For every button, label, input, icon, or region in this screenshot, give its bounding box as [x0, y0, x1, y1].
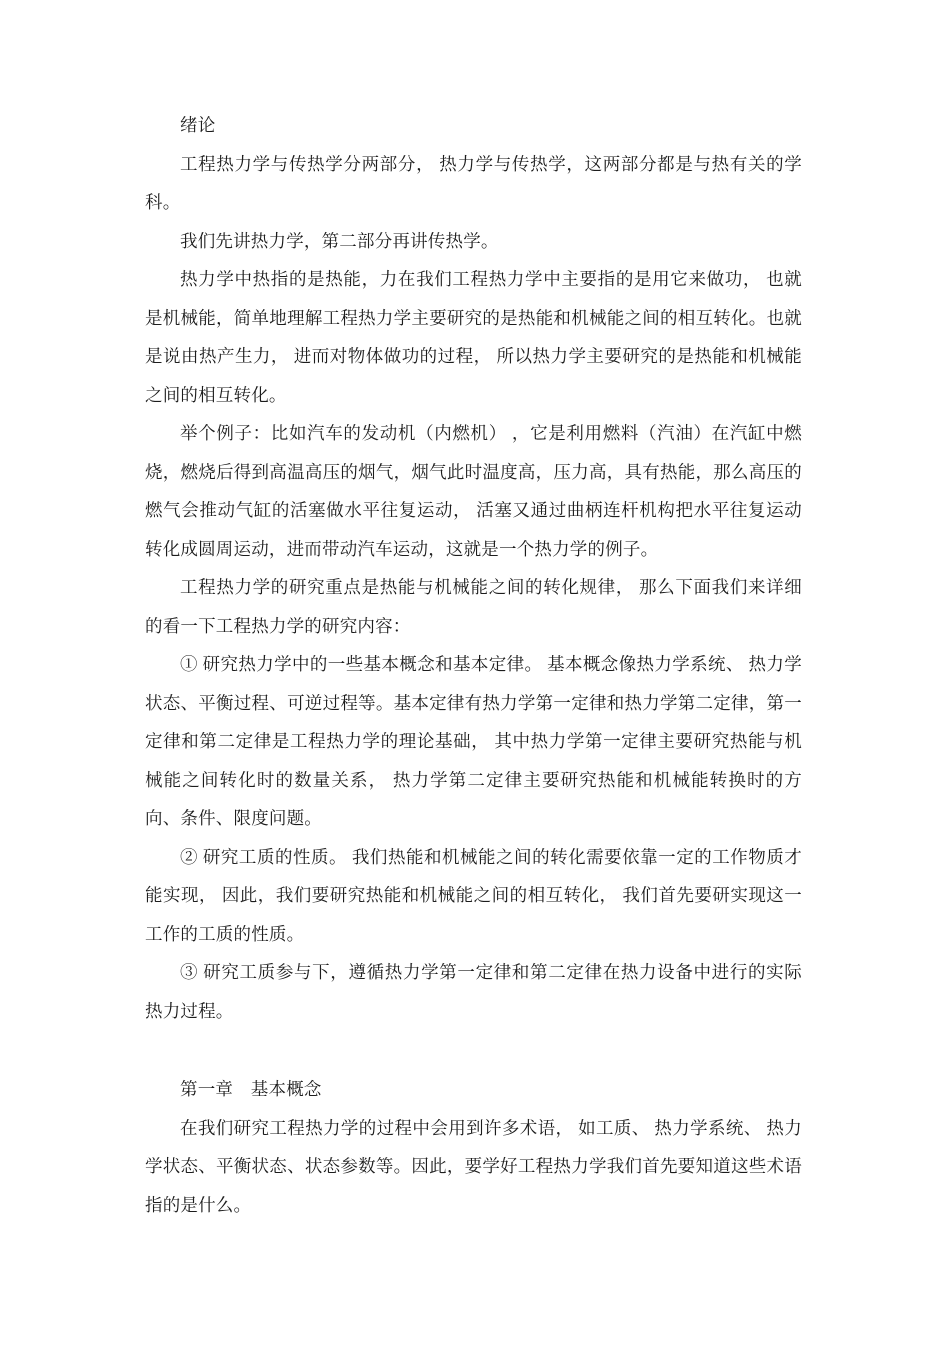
paragraph-chapter-one-intro: 在我们研究工程热力学的过程中会用到许多术语， 如工质、 热力学系统、 热力学状态、平衡状态、状态参数等。因此，要学好工程热力学我们首先要知道这些术语指的是什么。 [145, 1117, 802, 1215]
paragraph-research-focus: 工程热力学的研究重点是热能与机械能之间的转化规律， 那么下面我们来详细的看一下工程热力学的研究内容： [145, 577, 802, 636]
paragraph-item-3-actual-processes: ③ 研究工质参与下，遵循热力学第一定律和第二定律在热力设备中进行的实际热力过程。 [145, 962, 802, 1021]
chapter-one-heading: 第一章 基本概念 [180, 1079, 322, 1099]
paragraph-item-2-working-substance: ② 研究工质的性质。 我们热能和机械能之间的转化需要依靠一定的工作物质才能实现， 因此，我们要研究热能和机械能之间的相互转化， 我们首先要研实现这一工作的工质的性质。 [145, 846, 802, 944]
paragraph-order-of-topics: 我们先讲热力学，第二部分再讲传热学。 [180, 230, 499, 251]
intro-section-heading: 绪论 [180, 115, 216, 135]
paragraph-heat-and-work: 热力学中热指的是热能，力在我们工程热力学中主要指的是用它来做功， 也就是机械能，简单地理解工程热力学主要研究的是热能和机械能之间的相互转化。也就是说由热产生力， 进而对物体做功的过程， 所以热力学主要研究的是热能和机械能之间的相互转化。 [145, 269, 802, 405]
paragraph-engine-example: 举个例子：比如汽车的发动机（内燃机） ，它是利用燃料（汽油）在汽缸中燃烧，燃烧后得到高温高压的烟气，烟气此时温度高，压力高，具有热能，那么高压的燃气会推动气缸的活塞做水平往复运动， 活塞又通过曲柄连杆机构把水平往复运动转化成圆周运动，进而带动汽车运动，这就是一个热力学的例子。 [145, 423, 802, 559]
paragraph-overview: 工程热力学与传热学分两部分， 热力学与传热学，这两部分都是与热有关的学科。 [145, 153, 802, 212]
paragraph-item-1-basic-concepts: ① 研究热力学中的一些基本概念和基本定律。 基本概念像热力学系统、 热力学状态、平衡过程、可逆过程等。基本定律有热力学第一定律和热力学第二定律，第一定律和第二定律是工程热力学的理论基础， 其中热力学第一定律主要研究热能与机械能之间转化时的数量关系， 热力学第二定律主要研究热能和机械能转换时的方向、条件、限度问题。 [145, 654, 802, 828]
